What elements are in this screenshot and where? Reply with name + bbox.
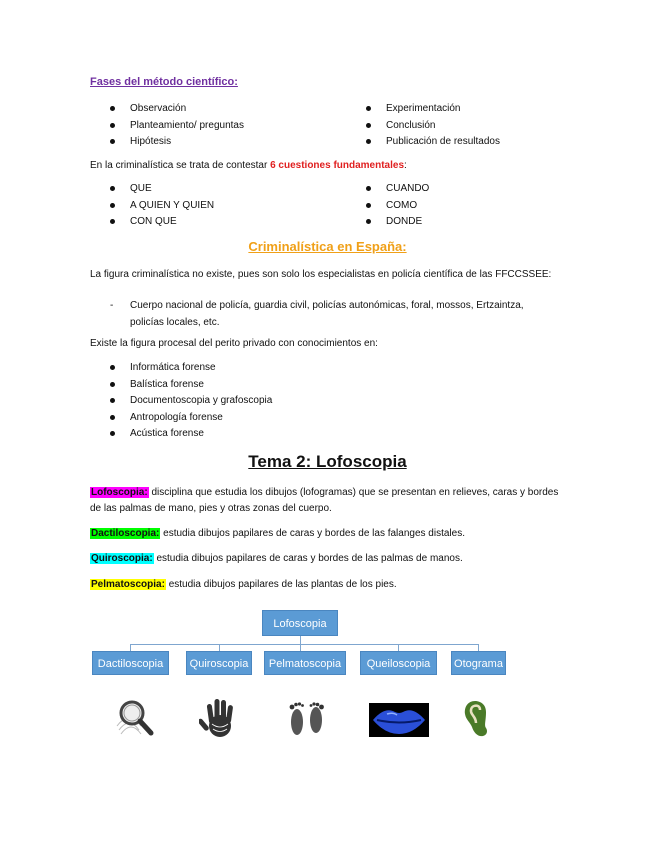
questions-list-right bbox=[366, 181, 429, 231]
spain-list bbox=[110, 360, 272, 443]
questions-list-left bbox=[110, 181, 214, 231]
list-item: COMO bbox=[366, 198, 429, 215]
handprint-icon bbox=[199, 696, 241, 740]
list-item: CUANDO bbox=[366, 181, 429, 198]
connector bbox=[478, 644, 479, 651]
definition-text: estudia dibujos papilares de caras y bordes de las palmas de manos. bbox=[153, 553, 463, 564]
connector bbox=[300, 644, 301, 651]
definition-term: Lofoscopia: bbox=[91, 487, 148, 498]
diagram-node-dactiloscopia: Dactiloscopia bbox=[92, 651, 169, 675]
lips-icon bbox=[369, 703, 429, 737]
dash-marker: - bbox=[110, 300, 114, 311]
spain-dash-item bbox=[110, 297, 560, 331]
list-item: Observación bbox=[110, 101, 244, 118]
method-title: Fases del método científico: bbox=[90, 76, 238, 88]
diagram-node-quiroscopia: Quiroscopia bbox=[186, 651, 252, 675]
footprints-icon bbox=[284, 696, 330, 742]
list-item: Acústica forense bbox=[110, 426, 272, 443]
connector bbox=[300, 636, 301, 644]
connector bbox=[398, 644, 399, 651]
definition-pelmatoscopia bbox=[90, 577, 565, 593]
diagram-node-queiloscopia: Queiloscopia bbox=[360, 651, 437, 675]
list-item: Hipótesis bbox=[110, 134, 244, 151]
list-item: DONDE bbox=[366, 214, 429, 231]
definition-term: Quiroscopia: bbox=[91, 553, 153, 564]
list-item: Informática forense bbox=[110, 360, 272, 377]
list-item: Planteamiento/ preguntas bbox=[110, 118, 244, 135]
questions-intro-text: En la criminalística se trata de contestar bbox=[90, 160, 271, 171]
list-item: Documentoscopia y grafoscopia bbox=[110, 393, 272, 410]
list-item: Antropología forense bbox=[110, 410, 272, 427]
page-title: Tema 2: Lofoscopia bbox=[248, 452, 407, 471]
definition-dactiloscopia bbox=[90, 526, 565, 542]
questions-highlight: 6 cuestiones fundamentales bbox=[270, 160, 405, 171]
definition-text: disciplina que estudia los dibujos (lofogramas) que se presentan en relieves, caras y bordes de las palmas de mano, pies y otras zonas del cuerpo. bbox=[90, 487, 559, 514]
dash-item-text: Cuerpo nacional de policía, guardia civil, policías autonómicas, foral, mossos, Ertzaintza, policías locales, etc. bbox=[130, 300, 524, 328]
ear-icon bbox=[460, 698, 496, 740]
connector bbox=[219, 644, 220, 651]
list-item: CON QUE bbox=[110, 214, 214, 231]
diagram-node-pelmatoscopia: Pelmatoscopia bbox=[264, 651, 346, 675]
definition-lofoscopia bbox=[90, 485, 565, 517]
diagram-node-otograma: Otograma bbox=[451, 651, 506, 675]
method-list-right bbox=[366, 101, 500, 151]
definition-term: Dactiloscopia: bbox=[91, 528, 160, 539]
definition-quiroscopia bbox=[90, 551, 565, 567]
spain-paragraph: La figura criminalística no existe, pues son solo los especialistas en policía científica de las FFCCSSEE: bbox=[90, 269, 552, 280]
definition-text: estudia dibujos papilares de las plantas de los pies. bbox=[165, 579, 397, 590]
list-item: QUE bbox=[110, 181, 214, 198]
list-item: Conclusión bbox=[366, 118, 500, 135]
questions-intro-end: : bbox=[404, 160, 407, 171]
list-item: A QUIEN Y QUIEN bbox=[110, 198, 214, 215]
method-list-left bbox=[110, 101, 244, 151]
magnifier-fingerprint-icon bbox=[113, 696, 157, 740]
definition-text: estudia dibujos papilares de caras y bordes de las falanges distales. bbox=[160, 528, 465, 539]
diagram-root: Lofoscopia bbox=[262, 610, 338, 636]
spain-paragraph-2: Existe la figura procesal del perito privado con conocimientos en: bbox=[90, 338, 378, 349]
list-item: Publicación de resultados bbox=[366, 134, 500, 151]
questions-intro bbox=[90, 158, 560, 174]
connector bbox=[130, 644, 478, 645]
definition-term: Pelmatoscopia: bbox=[91, 579, 165, 590]
list-item: Balística forense bbox=[110, 377, 272, 394]
connector bbox=[130, 644, 131, 651]
spain-title: Criminalística en España: bbox=[248, 239, 407, 254]
list-item: Experimentación bbox=[366, 101, 500, 118]
